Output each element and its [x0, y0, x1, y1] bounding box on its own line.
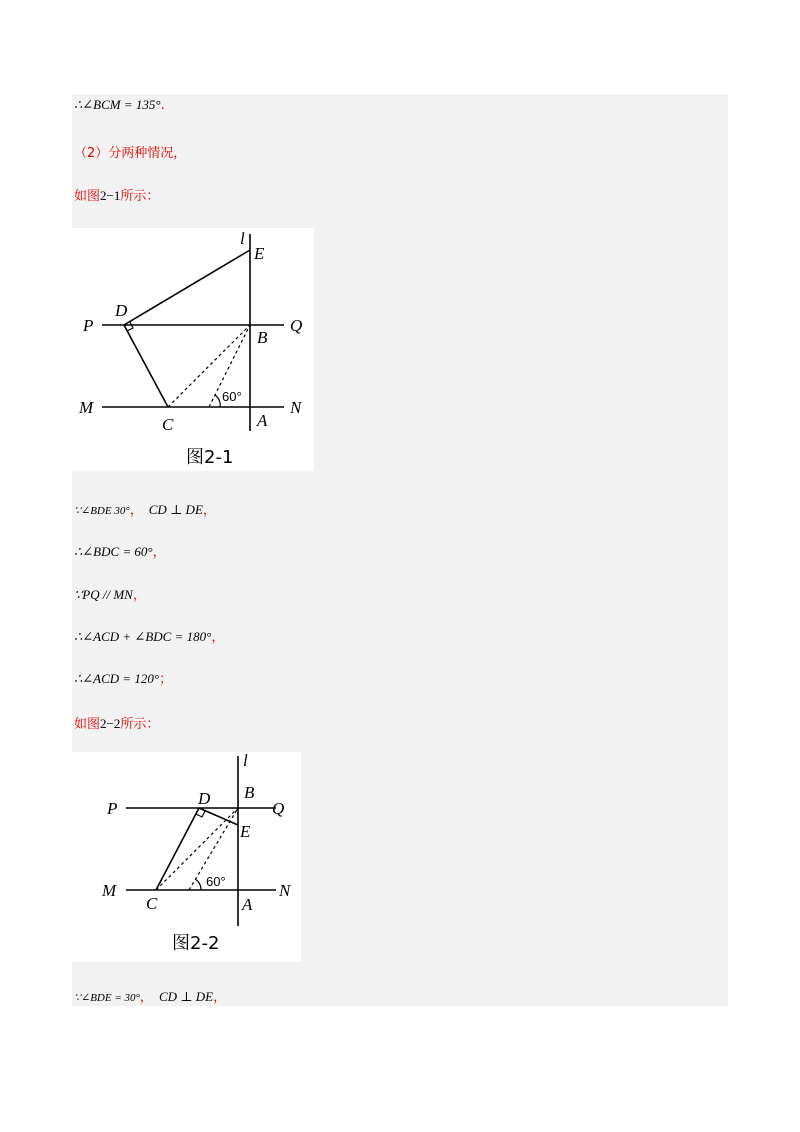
part-heading-text: （2）分两种情况， [74, 146, 187, 161]
math-expression-2: CD ⊥ DE [148, 502, 203, 517]
separator: ， [139, 990, 153, 1005]
figure-ref-prefix: 如图 [74, 717, 101, 732]
math-expression: ∴∠ACD = 120° [74, 671, 160, 686]
separator: ， [129, 503, 143, 518]
figure-ref-prefix: 如图 [74, 189, 101, 204]
label-b: B [244, 783, 255, 802]
figure-ref-suffix: 所示： [120, 189, 160, 204]
math-expression-2: CD ⊥ DE [158, 989, 214, 1004]
figure-ref-number: 2−2 [100, 716, 121, 731]
solution-line-8 [74, 668, 172, 687]
angle-arc [195, 879, 201, 890]
punctuation: ； [159, 672, 173, 687]
math-expression: ∴∠BCM = 135° [74, 97, 161, 112]
solution-line-5 [74, 541, 166, 560]
label-a: A [257, 411, 268, 430]
figure-2-1 [72, 228, 314, 471]
label-c: C [146, 894, 158, 913]
punctuation: ， [132, 588, 146, 603]
label-c: C [162, 415, 174, 434]
figure-ref-number: 2−1 [100, 188, 121, 203]
punctuation: ， [213, 990, 227, 1005]
figure-reference-2 [74, 713, 159, 732]
label-l: l [243, 752, 248, 770]
label-q: Q [272, 799, 285, 818]
segment-de [124, 250, 250, 325]
punctuation: ， [202, 503, 216, 518]
punctuation: ， [152, 545, 166, 560]
label-p: P [107, 799, 118, 818]
label-m: M [79, 398, 94, 417]
label-l: l [240, 229, 245, 248]
angle-label: 60° [222, 389, 242, 404]
solution-line-6 [74, 584, 146, 603]
figure-reference-1 [74, 185, 159, 204]
math-expression: ∵∠BDE 30° [74, 505, 130, 517]
label-b: B [257, 328, 268, 347]
figure-caption: 图2-1 [186, 447, 234, 468]
figure-caption: 图2-2 [172, 933, 220, 954]
label-a: A [242, 895, 253, 914]
math-expression: ∵∠BDE = 30° [74, 992, 140, 1004]
label-n: N [290, 398, 302, 417]
label-e: E [254, 244, 265, 263]
label-p: P [83, 316, 94, 335]
figure-2-1-drawing [72, 228, 314, 471]
label-d: D [115, 301, 128, 320]
figure-2-2-drawing [72, 752, 301, 962]
solution-line-4 [74, 499, 216, 518]
solution-line-1 [74, 97, 165, 113]
part-heading [74, 142, 186, 161]
math-expression: ∴∠BDC = 60° [74, 544, 153, 559]
solution-line-7 [74, 626, 224, 645]
label-q: Q [290, 316, 303, 335]
punctuation: . [160, 98, 165, 113]
math-expression: ∵PQ // MN [74, 587, 133, 602]
segment-dc [156, 808, 199, 890]
label-m: M [102, 881, 117, 900]
label-n: N [279, 881, 291, 900]
segment-de [199, 808, 238, 825]
math-expression: ∴∠ACD + ∠BDC = 180° [74, 629, 212, 644]
angle-arc [215, 395, 220, 407]
angle-label: 60° [206, 874, 226, 889]
label-d: D [198, 789, 211, 808]
solution-line-10 [74, 986, 226, 1005]
segment-dc [124, 325, 168, 407]
punctuation: ， [211, 630, 225, 645]
figure-2-2 [72, 752, 301, 962]
figure-ref-suffix: 所示： [120, 717, 160, 732]
label-e: E [240, 822, 251, 841]
